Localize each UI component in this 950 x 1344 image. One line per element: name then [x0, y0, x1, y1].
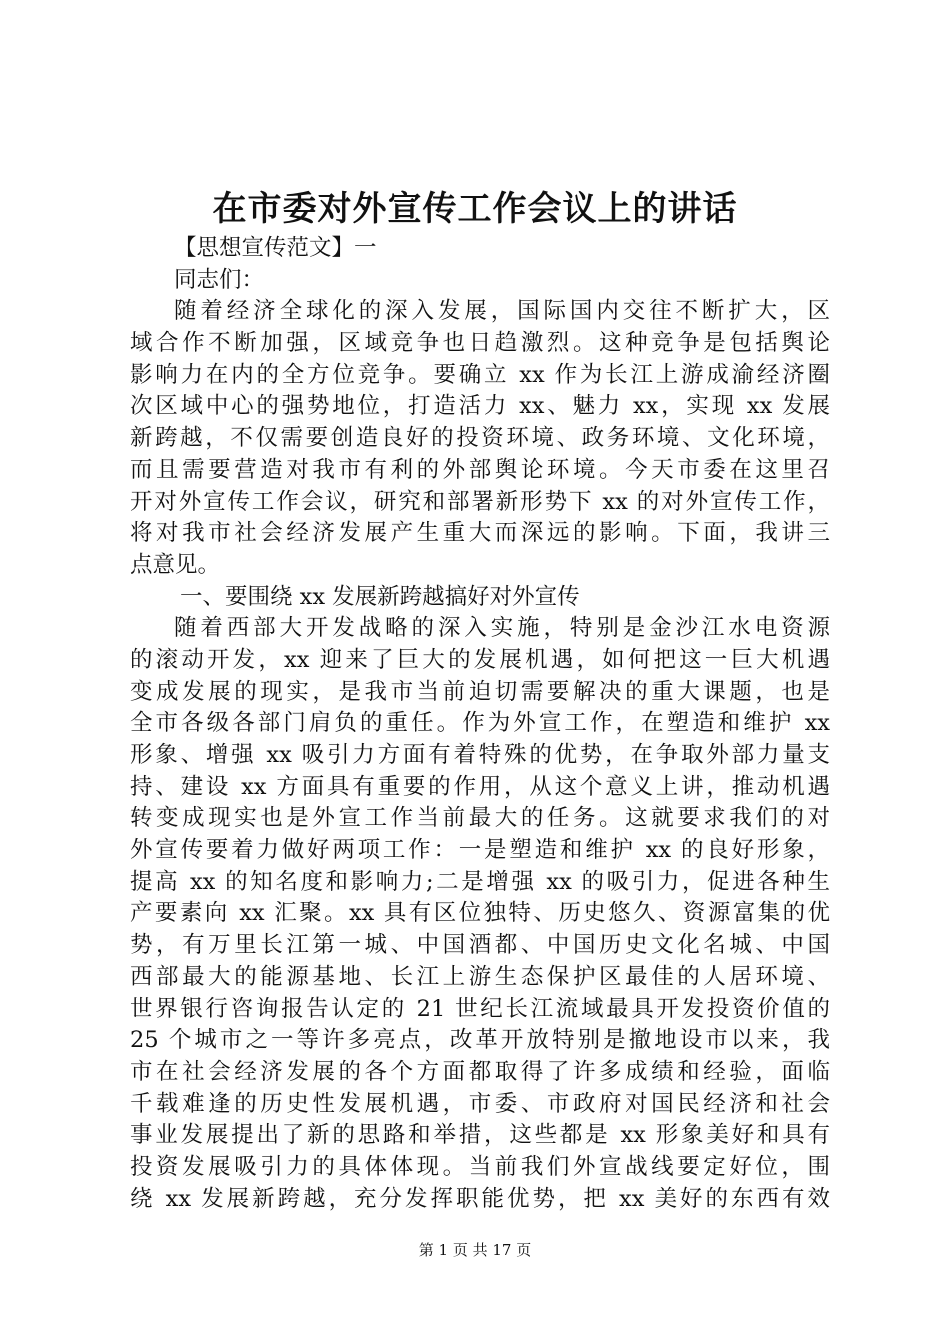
text-line: 势，有万里长江第一城、中国酒都、中国历史文化名城、中国: [130, 932, 830, 959]
text-line: 外宣传要着力做好两项工作：一是塑造和维护 xx 的良好形象，: [130, 837, 830, 864]
text-line: 世界银行咨询报告认定的 21 世纪长江流域最具开发投资价值的: [130, 995, 830, 1022]
text-line: 而且需要营造对我市有利的外部舆论环境。今天市委在这里召: [130, 456, 830, 483]
text-line: 的滚动开发，xx 迎来了巨大的发展机遇，如何把这一巨大机遇: [130, 646, 830, 673]
text-line: 转变成现实也是外宣工作当前最大的任务。这就要求我们的对: [130, 805, 830, 832]
text-line: 市在社会经济发展的各个方面都取得了许多成绩和经验，面临: [130, 1058, 830, 1085]
text-line: 点意见。: [130, 551, 221, 578]
text-line: 开对外宣传工作会议，研究和部署新形势下 xx 的对外宣传工作，: [130, 488, 830, 515]
text-line: 形象、增强 xx 吸引力方面有着特殊的优势，在争取外部力量支: [130, 742, 830, 768]
paragraph-1: [130, 296, 830, 581]
text-line: 随着西部大开发战略的深入实施，特别是金沙江水电资源: [174, 615, 830, 642]
text-line: 将对我市社会经济发展产生重大而深远的影响。下面，我讲三: [130, 520, 830, 547]
text-line: 变成发展的现实，是我市当前迫切需要解决的重大课题，也是: [130, 678, 830, 705]
text-line: 全市各级各部门肩负的重任。作为外宣工作，在塑造和维护 xx: [130, 710, 830, 737]
text-line: 投资发展吸引力的具体体现。当前我们外宣战线要定好位，围: [130, 1153, 830, 1180]
document-title: 在市委对外宣传工作会议上的讲话: [212, 189, 738, 229]
text-line: 影响力在内的全方位竞争。要确立 xx 作为长江上游成渝经济圈: [130, 361, 830, 388]
text-line: 25 个城市之一等许多亮点，改革开放特别是撤地设市以来，我: [130, 1027, 830, 1054]
category-label: 【思想宣传范文】一: [174, 235, 377, 261]
page-number-footer: 第 1 页 共 17 页: [418, 1241, 532, 1259]
text-line: 随着经济全球化的深入发展，国际国内交往不断扩大，区: [174, 298, 830, 325]
text-line: 域合作不断加强，区域竞争也日趋激烈。这种竞争是包括舆论: [130, 330, 830, 357]
text-line: 持、建设 xx 方面具有重要的作用，从这个意义上讲，推动机遇: [130, 773, 830, 800]
text-line: 新跨越，不仅需要创造良好的投资环境、政务环境、文化环境，: [130, 425, 830, 452]
document-body: [130, 233, 830, 1215]
text-line: 事业发展提出了新的思路和举措，这些都是 xx 形象美好和具有: [130, 1122, 830, 1149]
salutation: 同志们：: [174, 266, 265, 293]
text-line: 千载难逢的历史性发展机遇，市委、市政府对国民经济和社会: [130, 1090, 830, 1117]
paragraph-2: [130, 613, 830, 1215]
text-line: 次区域中心的强势地位，打造活力 xx、魅力 xx，实现 xx 发展: [130, 393, 830, 420]
text-line: 绕 xx 发展新跨越，充分发挥职能优势，把 xx 美好的东西有效: [130, 1185, 830, 1212]
text-line: 西部最大的能源基地、长江上游生态保护区最佳的人居环境、: [130, 963, 830, 990]
section-heading: 一、要围绕 xx 发展新跨越搞好对外宣传: [180, 583, 580, 610]
text-line: 提高 xx 的知名度和影响力;二是增强 xx 的吸引力，促进各种生: [130, 868, 830, 895]
text-line: 产要素向 xx 汇聚。xx 具有区位独特、历史悠久、资源富集的优: [130, 900, 830, 927]
